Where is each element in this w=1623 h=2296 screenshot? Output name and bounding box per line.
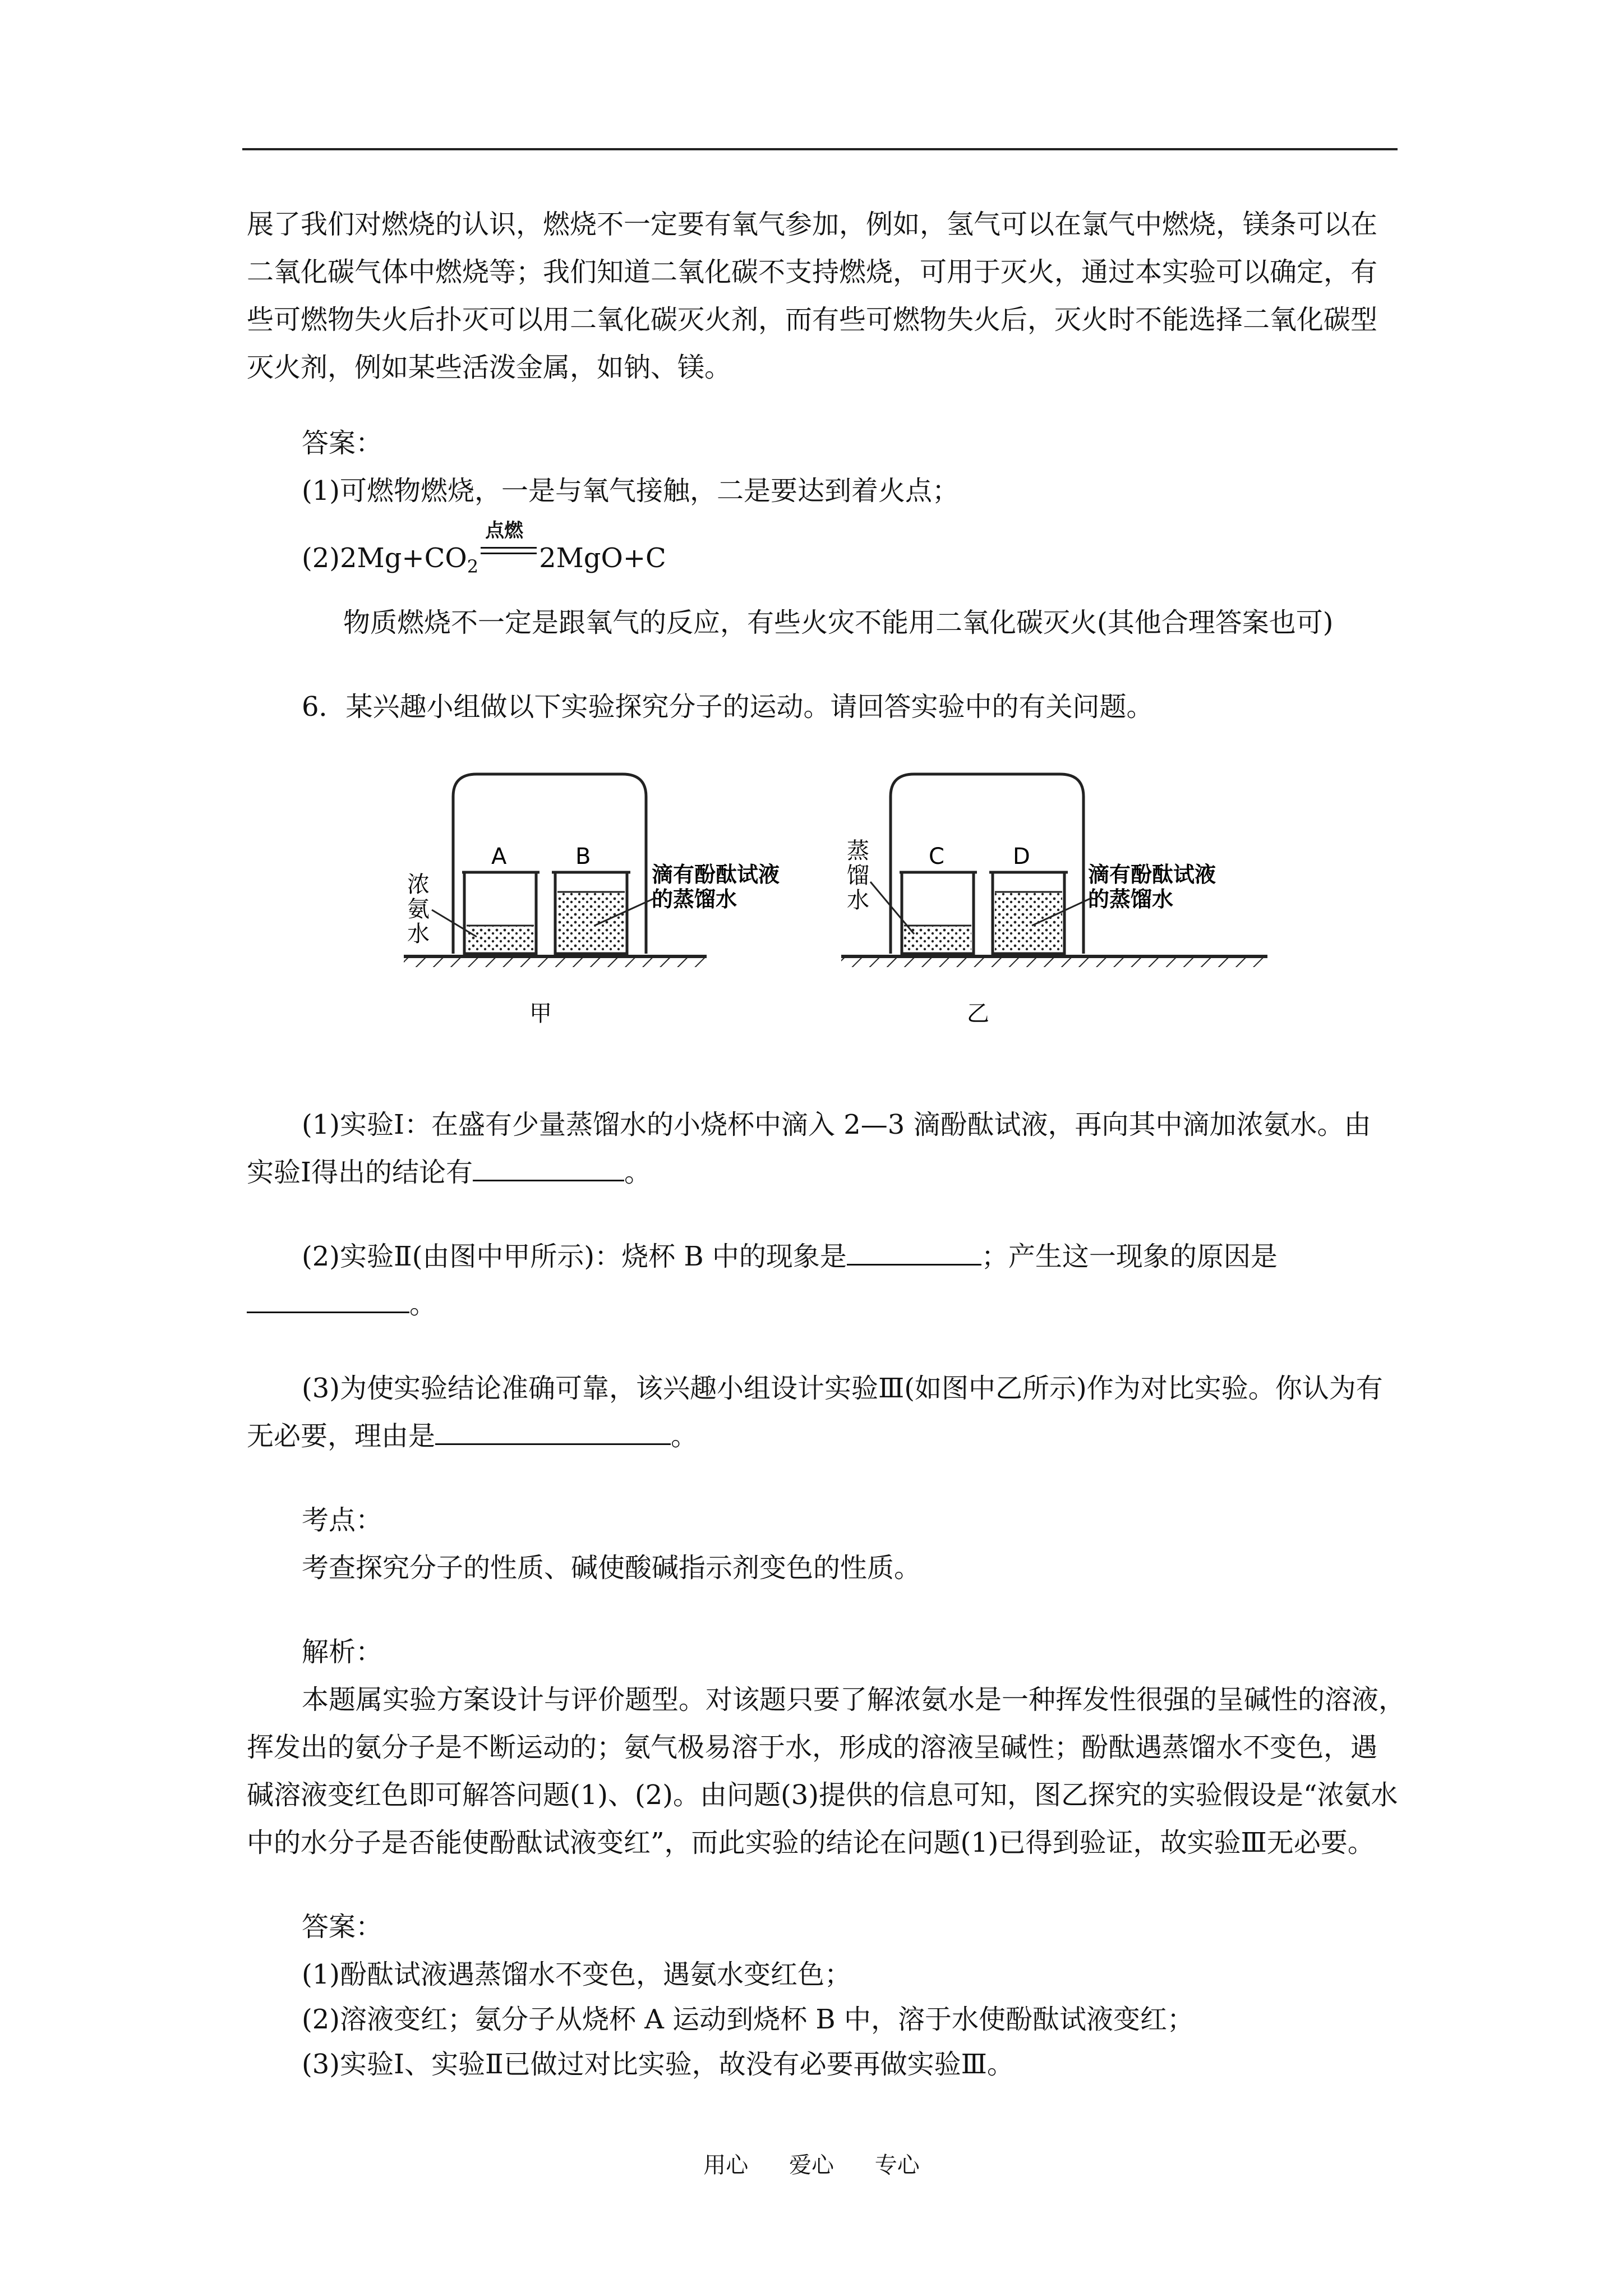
equation-subscript: 2 [467, 556, 479, 577]
answer-item: (3)实验Ⅰ、实验Ⅱ已做过对比实验，故没有必要再做实验Ⅲ。 [302, 2049, 1014, 2080]
question-text: 。 [671, 1420, 698, 1452]
question-text: (2)实验Ⅱ(由图中甲所示)：烧杯 B 中的现象是 [302, 1241, 847, 1272]
figure-caption-yi: 乙 [967, 1001, 989, 1027]
beaker-d-label: D [1013, 844, 1030, 869]
question-line: (3)为使实验结论准确可靠，该兴趣小组设计实验Ⅲ(如图中乙所示)作为对比实验。你认为有 [302, 1373, 1383, 1404]
answer-item: (1)酚酞试液遇蒸馏水不变色，遇氨水变红色； [302, 1959, 851, 1990]
side-label-char: 馏 [847, 863, 869, 889]
footer-text: 用心 [703, 2152, 749, 2178]
side-label-char: 水 [847, 887, 869, 913]
experiment-figure [393, 763, 1279, 1055]
jiexi-line: 碱溶液变红色即可解答问题(1)、(2)。由问题(3)提供的信息可知，图乙探究的实验假设是“浓氨水 [247, 1779, 1398, 1811]
answer-item: 物质燃烧不一定是跟氧气的反应，有些火灾不能用二氧化碳灭火(其他合理答案也可) [343, 607, 1334, 638]
equation-left: (2)2Mg+CO [302, 542, 467, 574]
paragraph-line: 些可燃物失火后扑灭可以用二氧化碳灭火剂，而有些可燃物失火后，灭火时不能选择二氧化碳型 [247, 304, 1378, 335]
jiexi-line: 本题属实验方案设计与评价题型。对该题只要了解浓氨水是一种挥发性很强的呈碱性的溶液， [302, 1684, 1406, 1715]
header-rule [242, 148, 1398, 150]
equation-right: 2MgO+C [539, 542, 666, 574]
reagent-label: 滴有酚酞试液 [652, 862, 780, 887]
figure-caption-jia: 甲 [529, 1001, 552, 1027]
answer-heading: 答案： [302, 427, 383, 459]
jiexi-heading: 解析： [302, 1636, 383, 1668]
question-stem: 6．某兴趣小组做以下实验探究分子的运动。请回答实验中的有关问题。 [302, 691, 1154, 723]
question-line [247, 1282, 436, 1327]
beaker-c-label: C [929, 844, 944, 869]
answer-blank[interactable] [247, 1282, 409, 1313]
question-text: 实验Ⅰ得出的结论有 [247, 1157, 473, 1188]
beaker-b-label: B [575, 844, 591, 869]
answer-blank[interactable] [847, 1235, 981, 1266]
chemical-equation [302, 519, 666, 589]
reagent-label: 的蒸馏水 [652, 887, 737, 912]
kaodian-text: 考查探究分子的性质、碱使酸碱指示剂变色的性质。 [302, 1552, 921, 1584]
page-footer [0, 2147, 1623, 2179]
reaction-condition-label: 点燃 [485, 519, 524, 542]
question-text: 。 [624, 1157, 651, 1188]
question-text: 无必要，理由是 [247, 1420, 436, 1452]
paragraph-line: 展了我们对燃烧的认识，燃烧不一定要有氧气参加，例如，氢气可以在氯气中燃烧，镁条可以在 [247, 209, 1378, 240]
footer-text: 专心 [874, 2152, 920, 2178]
side-label-char: 浓 [407, 872, 430, 898]
answer-blank[interactable] [473, 1151, 624, 1181]
question-text: ；产生这一现象的原因是 [981, 1241, 1278, 1272]
question-line: (1)实验Ⅰ：在盛有少量蒸馏水的小烧杯中滴入 2—3 滴酚酞试液，再向其中滴加浓氨水。由 [302, 1109, 1371, 1140]
apparatus-yi [841, 774, 1267, 1027]
footer-text: 爱心 [789, 2152, 834, 2178]
side-label-char: 水 [407, 921, 430, 947]
reagent-label: 滴有酚酞试液 [1088, 862, 1216, 887]
question-text: 。 [409, 1289, 437, 1320]
paragraph-line: 二氧化碳气体中燃烧等；我们知道二氧化碳不支持燃烧，可用于灭火，通过本实验可以确定，有 [247, 256, 1378, 288]
question-line [247, 1414, 698, 1458]
question-line [247, 1150, 651, 1195]
answer-item: (1)可燃物燃烧，一是与氧气接触，二是要达到着火点； [302, 475, 959, 507]
answer-heading: 答案： [302, 1911, 383, 1943]
kaodian-heading: 考点： [302, 1504, 383, 1536]
paragraph-line: 灭火剂，例如某些活泼金属，如钠、镁。 [247, 352, 732, 383]
jiexi-line: 中的水分子是否能使酚酞试液变红”，而此实验的结论在问题(1)已得到验证，故实验Ⅲ无必要。 [247, 1827, 1375, 1858]
question-line [302, 1234, 1278, 1279]
reaction-condition-arrow [481, 519, 537, 569]
reagent-label: 的蒸馏水 [1088, 887, 1174, 912]
answer-item: (2)溶液变红；氨分子从烧杯 A 运动到烧杯 B 中，溶于水使酚酞试液变红； [302, 2004, 1194, 2035]
beaker-a-label: A [491, 844, 507, 869]
side-label-char: 蒸 [847, 838, 869, 864]
apparatus-jia [404, 774, 780, 1027]
side-label-char: 氨 [407, 896, 430, 922]
jiexi-line: 挥发出的氨分子是不断运动的；氨气极易溶于水，形成的溶液呈碱性；酚酞遇蒸馏水不变色，遇 [247, 1732, 1378, 1763]
answer-blank[interactable] [435, 1414, 671, 1445]
